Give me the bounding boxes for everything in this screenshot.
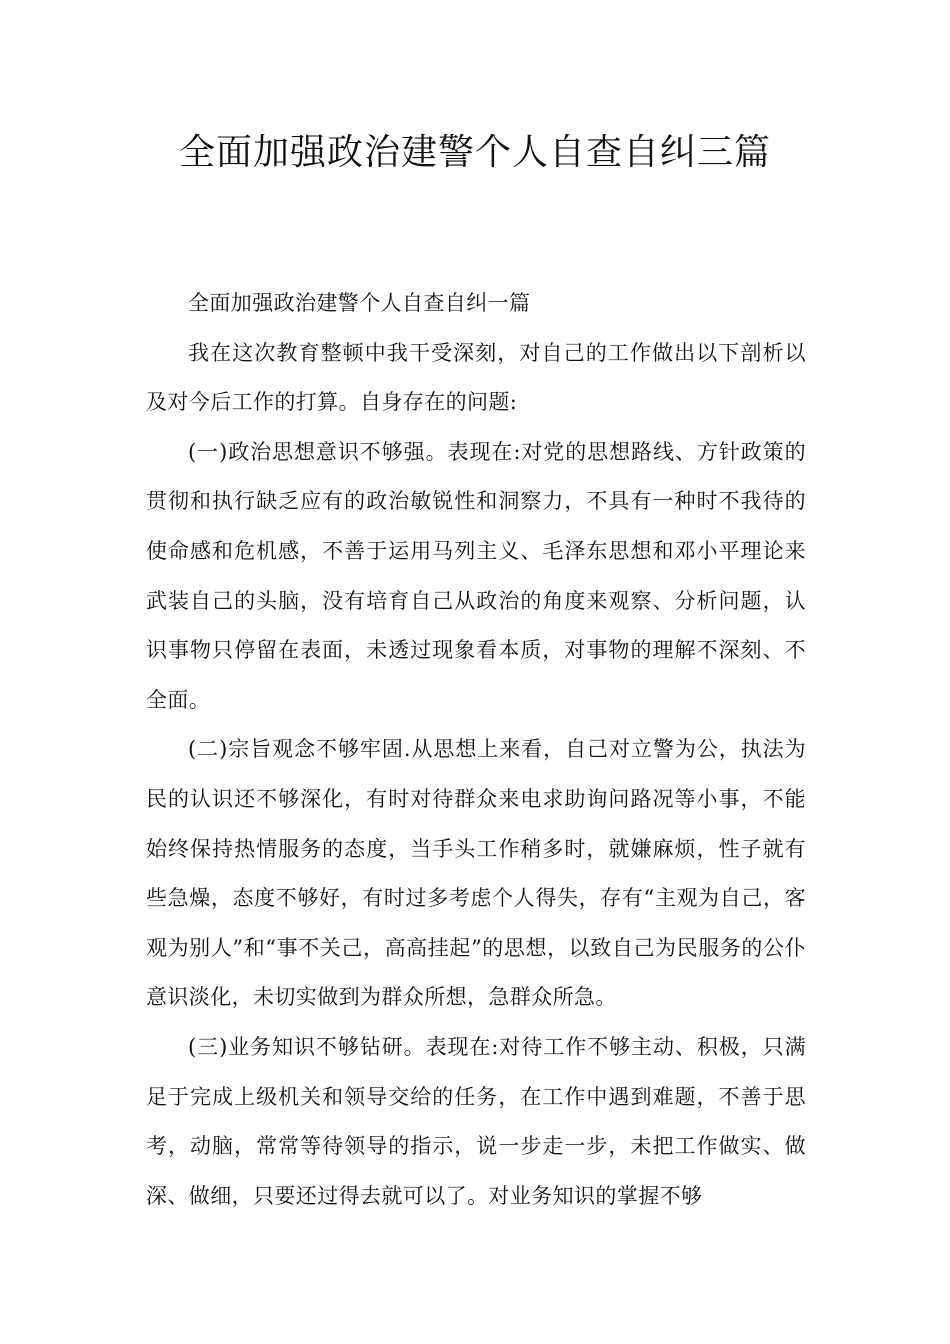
document-body <box>146 279 806 1221</box>
subtitle-paragraph: 全面加强政治建警个人自查自纠一篇 <box>188 291 531 315</box>
intro-paragraph: 我在这次教育整顿中我干受深刻，对自己的工作做出以下剖析以及对今后工作的打算。自身存在的问题: <box>146 340 806 415</box>
document-title: 全面加强政治建警个人自查自纠三篇 <box>178 132 771 173</box>
issue-two-paragraph: (二)宗旨观念不够牢固.从思想上来看，自己对立警为公，执法为民的认识还不够深化，有时对待群众来电求助询问路况等小事，不能始终保持热情服务的态度，当手头工作稍多时，就嫌麻烦，性子就有些急燥，态度不够好，有时过多考虑个人得失，存有“主观为自己，客观为别人”和“事不关己，高高挂起”的思想，以致自己为民服务的公仆意识淡化，未切实做到为群众所想，急群众所急。 <box>146 737 806 1010</box>
issue-three-paragraph: (三)业务知识不够钻研。表现在:对待工作不够主动、积极，只满足于完成上级机关和领导交给的任务，在工作中遇到难题，不善于思考，动脑，常常等待领导的指示，说一步走一步，未把工作做实、做深、做细，只要还过得去就可以了。对业务知识的掌握不够 <box>146 1034 806 1208</box>
issue-one-paragraph: (一)政治思想意识不够强。表现在:对党的思想路线、方针政策的贯彻和执行缺乏应有的政治敏锐性和洞察力，不具有一种时不我待的使命感和危机感，不善于运用马列主义、毛泽东思想和邓小平理论来武装自己的头脑，没有培育自己从政治的角度来观察、分析问题，认识事物只停留在表面，未透过现象看本质，对事物的理解不深刻、不全面。 <box>146 439 806 712</box>
